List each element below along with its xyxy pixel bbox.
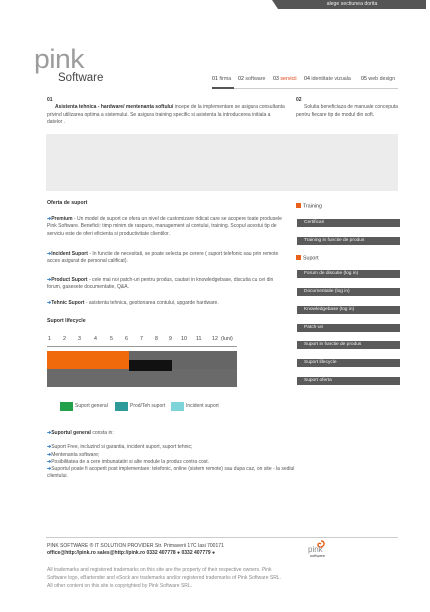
nav-divider (212, 88, 398, 89)
logo-pink-text: pink (34, 44, 84, 74)
legend-swatch (115, 402, 128, 411)
logo-software-text: Software (58, 72, 104, 84)
month-label: 11 (196, 336, 202, 342)
square-bullet-icon (296, 255, 301, 260)
month-label: 7 (140, 336, 143, 342)
arrow-icon: ➔ (47, 430, 52, 436)
intro-left (47, 97, 287, 126)
intro-left-text: incepe de la implementare se asigura consultanta privind utilizarea optima a sistemului. Se asigura training specific si asistenta la introducerea initiala a datelor . (47, 104, 285, 125)
arrow-icon: ➔ (47, 216, 52, 222)
sidebar-heading-suport: Suport (296, 255, 319, 263)
tehnic-heading[interactable]: Tehnic Suport (51, 300, 85, 306)
footer-logo[interactable] (306, 540, 346, 566)
nav-item-identitate-vizuala[interactable]: 04 identitate vizuala (304, 76, 351, 82)
banner-placeholder (46, 134, 398, 191)
general-support: ➔Suportul general consta in: ➔Suport Free, incluzind si garantia, incident suport, suport tehnic; ➔Mentenanta software; ➔Posibilitatea de a cere imbunatatiri si alte module la produs contra cost. ➔Suportul poate fi acoperit post implementare: telefonic, online (sistem remote) sau dupa caz, on site - la sediul clientului. (47, 430, 297, 481)
incident-paragraph: ➔Incident Suport - In functie de necesitati, se poate selecta pe cerere ( suport telefonic sau prin remote acces asigurat de personal calificat). (47, 251, 279, 265)
month-label: 2 (63, 336, 66, 342)
month-label: 4 (94, 336, 97, 342)
suport-general-bar (47, 351, 129, 369)
sidebar-item-forum[interactable]: Forum de discutie (log in) (297, 270, 400, 278)
month-label: 10 (181, 336, 187, 342)
product-paragraph: ➔Product Suport - cele mai noi patch-uri pentru produs, cautari in knowledgebase, discutia cu cei din forum, gasesete documentatie, Q&A. (47, 277, 274, 291)
month-unit: (luni) (221, 336, 233, 342)
prod-teh-bar (129, 360, 172, 371)
footer-logo-software: software (310, 553, 326, 558)
arrow-icon: ➔ (47, 458, 52, 465)
footer-contact[interactable]: office@http://pink.ro sales@http://pink.ro 0332 407778 ● 0332 407779 ● (47, 550, 216, 557)
incident-heading[interactable]: Incident Suport (51, 251, 88, 257)
lifecycle-title: Suport lifecycle (47, 318, 86, 324)
month-label: 5 (110, 336, 113, 342)
arrow-icon: ➔ (47, 300, 52, 306)
month-label: 9 (169, 336, 172, 342)
month-label: 1 (48, 336, 51, 342)
intro-right-number: 02 (296, 97, 302, 103)
legend-item: Suport general (60, 402, 108, 411)
support-offer-title: Oferta de suport (47, 200, 88, 206)
intro-right (296, 97, 400, 119)
nav-item-servicii[interactable]: 03 servicii (273, 76, 297, 82)
arrow-icon: ➔ (47, 277, 52, 283)
sidebar-item-training-produs[interactable]: Training in functie de produs (297, 237, 400, 245)
sidebar-item-suport-produs[interactable]: Suport in functie de produs (297, 341, 400, 349)
nav-item-web-design[interactable]: 05 web design (361, 76, 396, 82)
month-label: 8 (155, 336, 158, 342)
intro-left-number: 01 (47, 97, 53, 103)
timeline-months (47, 336, 237, 344)
intro-left-heading: Asistenta tehnica - hardware/ mentenanta softului (55, 104, 174, 111)
footer-divider (46, 537, 398, 538)
arrow-icon: ➔ (47, 466, 52, 472)
lifecycle-legend (60, 402, 240, 412)
month-label: 12 (212, 336, 218, 342)
sidebar-item-documentatie[interactable]: Documentatie (log in) (297, 288, 400, 296)
sidebar-item-suport-oferta[interactable]: Suport oferta (297, 377, 400, 385)
section-select[interactable]: alege sectiunea dorita (278, 0, 426, 9)
nav-item-software[interactable]: 02 software (238, 76, 266, 82)
square-bullet-icon (296, 203, 301, 208)
general-heading: Suportul general (51, 430, 91, 436)
month-label: 3 (78, 336, 81, 342)
top-bar (0, 0, 430, 10)
sidebar-item-patch-uri[interactable]: Patch-uri (297, 324, 400, 332)
legend-swatch (60, 402, 73, 411)
tehnic-paragraph: ➔Tehnic Suport - asistenta tehnica, gestionarea contului, upgarde hardware. (47, 300, 219, 306)
general-item: ➔Posibilitatea de a cere imbunatatiri si alte module la produs contra cost. (47, 458, 210, 465)
logo[interactable] (34, 46, 124, 88)
legend-item: Prod/Teh suport (115, 402, 165, 411)
premium-heading[interactable]: Premium (51, 216, 73, 222)
footer-address: PINK SOFTWARE ® IT SOLUTION PROVIDER Str. Primaverii 17C Iasi 700171 office@http://pink.ro sales@http://pink.ro 0332 407778 ● 0332 407779 ● (47, 543, 287, 558)
nav-item-firma[interactable]: 01 firma (212, 76, 232, 82)
legal-notice: All trademarks and registered trademarks on this site are the property of their respective owners. Pink Software logo, eBartender and eSock are trademarks and/or registered trademarks of Pink Software SRL. All other content on this site is copyrighted by Pink Software SRL. (47, 567, 282, 589)
sidebar-heading-training: Training (296, 203, 322, 211)
sidebar-item-knowledgebase[interactable]: Knowledgebase (log in) (297, 306, 400, 314)
premium-paragraph: ➔Premium - Un model de suport ce ofera un nivel de customizare ridicat care se acopere toate produsele Pink Software. Beneficii: timp minim de raspuns, management al contului, training. Scopul acestui tip de serviciu este de oferi eficienta si productivitate clientilor. (47, 216, 282, 237)
incident-bar (47, 369, 237, 387)
arrow-icon: ➔ (47, 251, 52, 257)
general-item: ➔Suportul poate fi acoperit post implementare: telefonic, online (sistem remote) sau dupa caz, on site - la sediul clientului. (47, 466, 295, 480)
general-item: ➔Suport Free, incluzind si garantia, incident suport, suport tehnic; (47, 444, 193, 451)
timeline-axis (47, 346, 237, 347)
month-label: 6 (125, 336, 128, 342)
nav-active-indicator (212, 87, 234, 89)
product-heading[interactable]: Product Suport (51, 277, 88, 283)
intro-right-text: Solutia beneficiaza de manuale conceputa pentru fiecare tip de modul din soft. (296, 104, 398, 118)
sidebar-item-certificari[interactable]: Certificari (297, 219, 400, 227)
legend-swatch (171, 402, 184, 411)
arrow-icon: ➔ (47, 444, 52, 451)
legend-item: Incident suport (171, 402, 219, 411)
arrow-icon: ➔ (47, 451, 52, 458)
footer-logo-pink: pink (308, 545, 323, 554)
sidebar-item-suport-lifecycle[interactable]: Suport lifecycle (297, 359, 400, 367)
general-item: ➔Mentenanta software; (47, 451, 100, 458)
